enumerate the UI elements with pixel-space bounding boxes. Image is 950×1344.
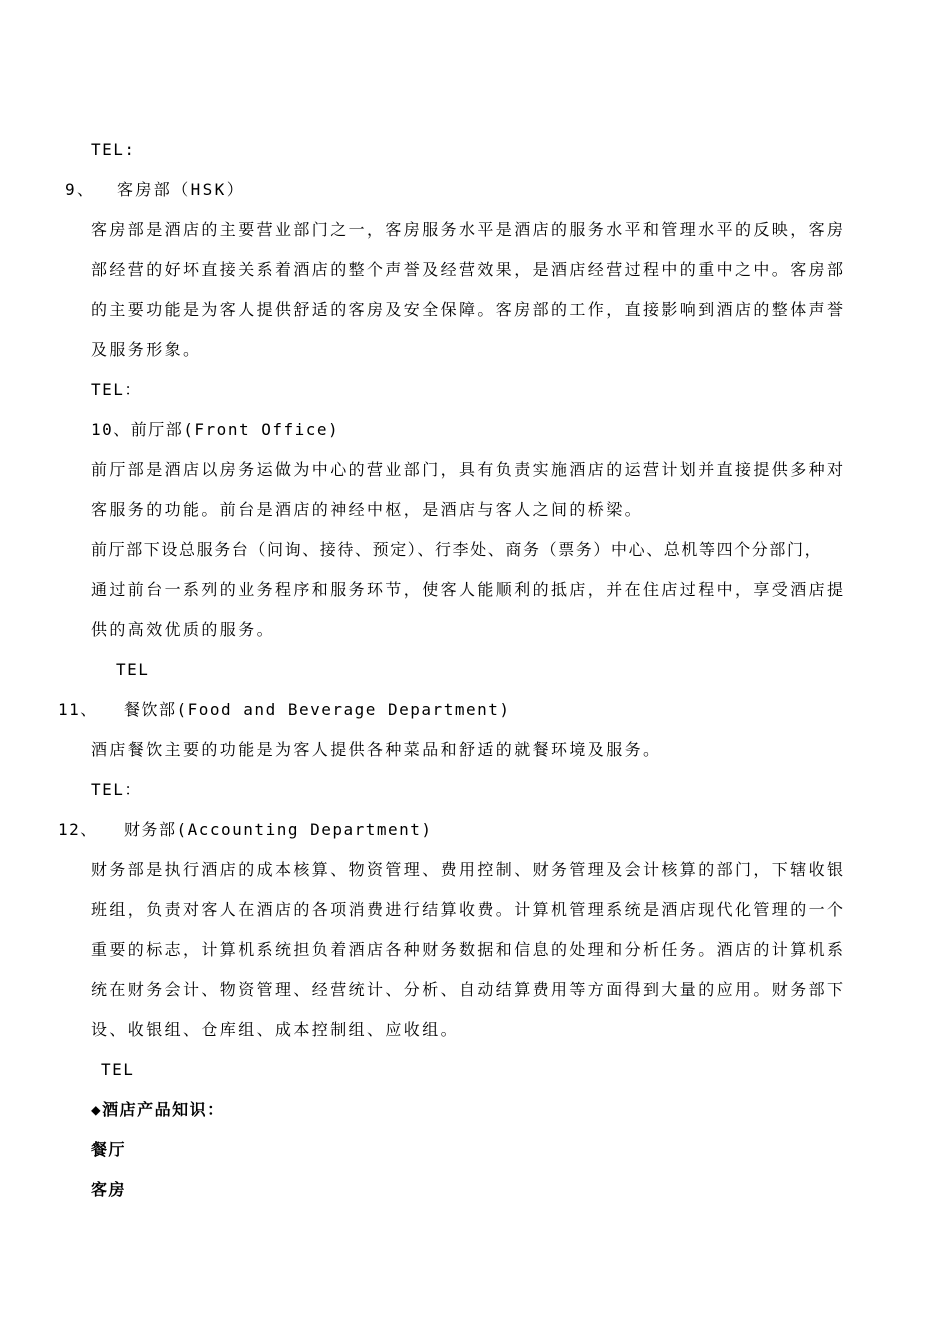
product-item-restaurant: 餐厅 xyxy=(91,1140,127,1159)
section-title: 前厅部(Front Office) xyxy=(130,420,340,439)
section-title: 客房部（HSK） xyxy=(117,180,246,199)
paragraph-line: 客房部是酒店的主要营业部门之一，客房服务水平是酒店的服务水平和管理水平的反映，客房 xyxy=(91,220,846,239)
paragraph-line: 客服务的功能。前台是酒店的神经中枢，是酒店与客人之间的桥梁。 xyxy=(91,500,644,519)
section-title: 餐饮部(Food and Beverage Department) xyxy=(124,700,511,719)
section-number: 11、 xyxy=(58,700,98,719)
section-heading-12 xyxy=(58,820,433,840)
paragraph-line: 财务部是执行酒店的成本核算、物资管理、费用控制、财务管理及会计核算的部门，下辖收银 xyxy=(91,860,846,879)
paragraph-line: 前厅部是酒店以房务运做为中心的营业部门，具有负责实施酒店的运营计划并直接提供多种对 xyxy=(91,460,846,479)
tel-label: TEL: xyxy=(91,140,136,159)
section-number: 12、 xyxy=(58,820,98,839)
tel-label: TEL xyxy=(116,660,150,679)
product-item-guestroom: 客房 xyxy=(91,1180,127,1199)
paragraph-line: 重要的标志，计算机系统担负着酒店各种财务数据和信息的处理和分析任务。酒店的计算机系 xyxy=(91,940,846,959)
paragraph-line: 酒店餐饮主要的功能是为客人提供各种菜品和舒适的就餐环境及服务。 xyxy=(91,740,662,759)
tel-label: TEL： xyxy=(91,380,142,399)
tel-label: TEL： xyxy=(91,780,142,799)
paragraph-line: 通过前台一系列的业务程序和服务环节，使客人能顺利的抵店，并在住店过程中，享受酒店提 xyxy=(91,580,846,599)
paragraph-line: 设、收银组、仓库组、成本控制组、应收组。 xyxy=(91,1020,460,1039)
section-heading-9 xyxy=(65,180,245,200)
tel-label: TEL xyxy=(101,1060,135,1079)
section-heading-10 xyxy=(91,420,339,440)
paragraph-line: 部经营的好坏直接关系着酒店的整个声誉及经营效果，是酒店经营过程中的重中之中。客房部 xyxy=(91,260,846,279)
section-number: 9、 xyxy=(65,180,96,199)
paragraph-line: 前厅部下设总服务台（问询、接待、预定）、行李处、商务（票务）中心、总机等四个分部门， xyxy=(91,540,823,559)
product-knowledge-heading: ◆酒店产品知识： xyxy=(91,1100,225,1119)
section-heading-11 xyxy=(58,700,511,720)
paragraph-line: 及服务形象。 xyxy=(91,340,202,359)
paragraph-line: 班组，负责对客人在酒店的各项消费进行结算收费。计算机管理系统是酒店现代化管理的一个 xyxy=(91,900,846,919)
section-number: 10、 xyxy=(91,420,131,439)
paragraph-line: 供的高效优质的服务。 xyxy=(91,620,276,639)
paragraph-line: 统在财务会计、物资管理、经营统计、分析、自动结算费用等方面得到大量的应用。财务部下 xyxy=(91,980,846,999)
paragraph-line: 的主要功能是为客人提供舒适的客房及安全保障。客房部的工作，直接影响到酒店的整体声誉 xyxy=(91,300,846,319)
section-title: 财务部(Accounting Department) xyxy=(124,820,433,839)
